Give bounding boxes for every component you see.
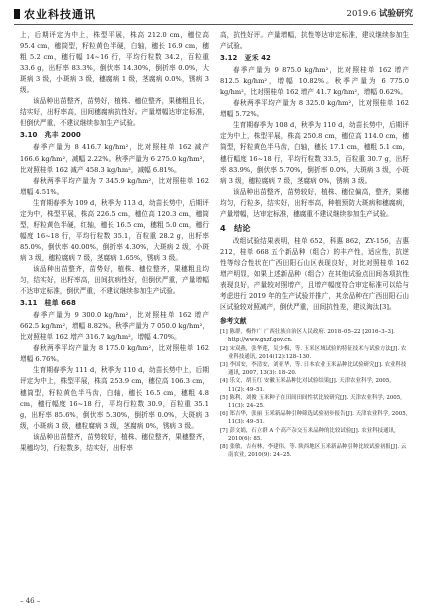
- paragraph: 春季产量为 9 875.0 kg/hm²，比对照桂单 162 增产 812.5 kg/hm²，增幅 10.82%。秋季产量为 6 775.0 kg/hm²，比对照桂单 162 增产 41.7 kg/hm²，增幅 0.62%。: [220, 66, 409, 97]
- paragraph: 该品种出苗整齐，苗势好，植株、穗位整齐，果穗粗且均匀，结实好，出籽率高，田间抗病性好，但倒伏严重，产量增幅不达审定标准，倒伏严重，不建议继续参加生产试验。: [20, 264, 209, 296]
- logo-block-icon: [14, 9, 20, 19]
- paragraph: 生育期春季为 111 d，秋季为 110 d，幼苗长势中上，后期评定为中上，株型平展，株高 253.9 cm，穗位高 106.3 cm，穗筒型，籽粒黄色半马齿，白轴，穗长 16.5 cm，穗粗 4.8 cm，穗行幅度 16~18 行，平均行粒数 30.9，百粒重 35.1 g，出籽率 85.6%，倒伏率 5.30%，倒折率 0.0%，大斑病 3 级，小斑病 3 级，穗粒腐病 3 级，茎腐病 0%，锈病 3 级。: [20, 366, 209, 430]
- header-rule: [14, 24, 413, 25]
- reference-item: [7] 彭文娟，石立群 A 个高产杂交玉米品种的比较试验[J]. 农业科技通讯, 2010(6): 85.: [220, 427, 396, 442]
- section-heading: 4 结论: [220, 222, 251, 233]
- page-number: – 46 –: [20, 597, 41, 605]
- journal-logo: [14, 6, 96, 22]
- paragraph: 该品种出苗整齐，苗势好，植株、穗位整齐，果穗粗且长，结实好，出籽率高，田间穗腐病抗性好。产量增幅达审定标准，但倒伏严重，不建议继续参加生产试验。: [20, 97, 209, 128]
- paragraph: 春秋两季平均产量为 7 345.9 kg/hm²，比对照桂单 162 增幅 4.51%。: [20, 176, 209, 196]
- paragraph: 生育期春季为 109 d，秋季为 113 d，幼苗长势中，后期评定为中，株型平展，株高 226.5 cm，穗位高 120.3 cm，穗筒型，籽粒黄色半硬，红轴，穗长 16.5 cm，穗粗 5.0 cm，穗行幅度 16~18 行，平均行粒数 35.1，百粒重 28.2 g，出籽率 85.0%，倒伏率 40.00%，倒折率 4.30%，大斑病 2 级，小斑病 3 级，穗粒腐病 7 级，茎腐病 1.65%，锈病 3 级。: [20, 198, 209, 262]
- journal-name: 农业科技通讯: [24, 8, 96, 21]
- reference-item: [4] 乐文，胡玉红 安徽玉米品种比对试验结果[J]. 天津农业科学, 2005, 11(2): 49–51.: [220, 378, 392, 393]
- section-heading: 3.10 兆丰 2000: [20, 131, 81, 140]
- paragraph: 春秋两季平均产量为 8 325.0 kg/hm²，比对照桂单 162 增幅 5.72%。: [220, 99, 409, 119]
- reference-item: [1] 陈群，梅作广 广西壮族自治区人民政府. 2018–05–22 [2016–3–3]. http://www.gxzf.gov.cn.: [220, 329, 395, 344]
- issue-section: [347, 7, 413, 19]
- running-header: [14, 6, 413, 24]
- paragraph: 改组试验结果表明，桂单 652，科惠 862，ZY-156，吉惠 212，桂单 668 五个新品种（组合）的丰产性，适应性，抗逆性等综合性状在广西田阳石山区表现良好，对比对照桂单 162 增产明显，如果上述新品种（组合）在其他试验点田间各项抗性表现良好，产量较对照增产，且增产幅度符合审定标准可以给与考虑进行 2019 年的生产试验并推广，其余品种在广西田阳石山区试验较对照减产，倒伏严重，田间抗性差，建议淘汰[3]。: [220, 236, 409, 312]
- paragraph: 该品种出苗整齐，苗势较好，植株、穗位整齐，果穗整齐，果穗均匀，行粒数多，结实好，出籽率: [20, 432, 209, 452]
- right-column: [220, 30, 409, 459]
- references-title: 参考文献: [220, 317, 247, 326]
- paragraph: 生育期春季为 108 d，秋季为 110 d，幼苗长势中，后期评定为中上，株型平展，株高 250.8 cm，穗位高 114.0 cm，穗筒型，籽粒黄色半马齿，白轴，穗长 17.1 cm，穗粗 5.1 cm，穗行幅度 16~18 行，平均行粒数 33.5，百粒重 30.7 g，出籽率 83.9%，倒伏率 5.70%，倒折率 0.0%，大斑病 3 级，小斑病 3 级，穗粒腐病 7 级，茎腐病 0%，锈病 3 级。: [220, 121, 409, 185]
- paragraph: 春季产量为 9 300.0 kg/hm²，比对照桂单 162 增产 662.5 kg/hm²，增幅 8.82%。秋季产量为 7 050.0 kg/hm²，比对照桂单 162 增产 316.7 kg/hm²，增幅 4.70%。: [20, 311, 209, 342]
- paragraph: 春秋两季平均产量为 8 175.0 kg/hm²，比对照桂单 162 增幅 6.76%。: [20, 344, 209, 364]
- paragraph: 春季产量为 8 416.7 kg/hm²，比对照桂单 162 减产 166.6 kg/hm²，减幅 2.22%。秋季产量为 6 275.0 kg/hm²，比对照桂单 162 减产 458.3 kg/hm²，减幅 6.81%。: [20, 143, 209, 174]
- section-heading: 3.11 桂单 668: [20, 299, 76, 308]
- issue-number: 2019.6: [346, 9, 377, 19]
- paragraph: 该品种出苗整齐，苗势较好，植株、穗位偏高，整齐，果穗均匀，行粒多，结实好，出籽率高，种植预防大斑病和穗腐病，产量增幅，达审定标准，穗腐重不建议继续参加生产试验。: [220, 187, 409, 218]
- reference-item: [3] 李国安，李清安，刘亚华，等. 日本农业玉米品种比试验研究[J]. 农业科技通讯, 2007, 13(3): 18–20.: [220, 362, 407, 377]
- left-column: [20, 30, 209, 454]
- paragraph: 高，抗性好评。产量增幅，抗性等达审定标准，建议继续参加生产试验。: [220, 31, 409, 51]
- reference-item: [2] 宋双燕，张华莲，吴少梅，等. 玉米区域试验的特征技术与试验方法[J]. 农业科技通讯, 2014(12):128–130.: [220, 345, 407, 360]
- reference-item: [6] 郑吉华，张丽 玉米新品种引种筛选试验初步报告[J]. 天津农业科学, 2005, 11(3): 49–51.: [220, 411, 408, 426]
- paragraph: 上，后期评定为中上，株型平展，株高 212.0 cm，穗位高 95.4 cm，穗筒型，籽粒黄色半硬，白轴，穗长 16.9 cm，穗粗 5.2 cm，穗行幅 14~16 行，平均行粒数 34.2，百粒重 33.6 g，出籽率 83.3%，倒伏率 14.30%，倒折率 0.0%，大斑病 3 级，小斑病 3 级，穗腐病 1 级，茎腐病 0.0%，锈病 3 级。: [20, 31, 209, 95]
- reference-item: [8] 张敏，吉有林，李建伟，等. 陕西地区玉米新品种引种比较试验初报[J]. 云南农业, 2010(9): 24–25.: [220, 444, 407, 459]
- reference-item: [5] 陈利，刘俊 玉米种子在田间田间性状比较研究[J]. 天津农业科学, 2005, 11(3): 24–25.: [220, 394, 403, 410]
- section-heading: 3.12 亚禾 42: [220, 54, 271, 63]
- section-name: 试验研究: [378, 9, 413, 19]
